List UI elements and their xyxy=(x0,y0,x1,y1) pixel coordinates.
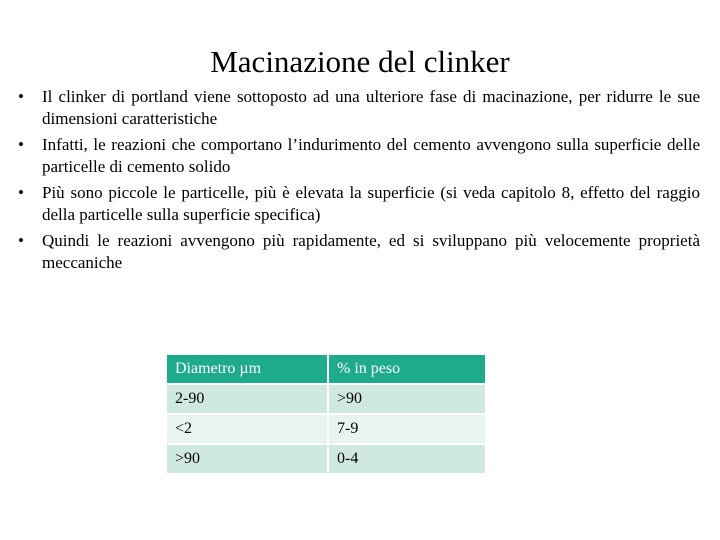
bullet-item xyxy=(18,230,700,274)
bullet-text: Quindi le reazioni avvengono più rapidamente, ed si sviluppano più velocemente proprietà meccaniche xyxy=(42,231,700,272)
table-row xyxy=(167,415,487,445)
table-header-diameter: Diametro µm xyxy=(167,355,329,385)
table-row xyxy=(167,385,487,415)
bullet-text: Il clinker di portland viene sottoposto ad una ulteriore fase di macinazione, per ridurre le sue dimensioni caratteristiche xyxy=(42,87,700,128)
table-cell: >90 xyxy=(167,445,329,475)
table-header-weight: % in peso xyxy=(329,355,487,385)
bullet-text: Più sono piccole le particelle, più è elevata la superficie (si veda capitolo 8, effetto del raggio della particelle sulla superficie specifica) xyxy=(42,183,700,224)
bullet-text: Infatti, le reazioni che comportano l’indurimento del cemento avvengono sulla superficie delle particelle di cemento solido xyxy=(42,135,700,176)
bullet-item xyxy=(18,86,700,130)
table-cell: 2-90 xyxy=(167,385,329,415)
slide-title: Macinazione del clinker xyxy=(210,44,510,79)
bullet-dot-icon: • xyxy=(18,135,24,154)
table-cell: 0-4 xyxy=(329,445,487,475)
bullet-dot-icon: • xyxy=(18,183,24,202)
table-row xyxy=(167,445,487,475)
bullet-item xyxy=(18,134,700,178)
table-cell: >90 xyxy=(329,385,487,415)
table-cell: 7-9 xyxy=(329,415,487,445)
bullet-dot-icon: • xyxy=(18,87,24,106)
table-cell: <2 xyxy=(167,415,329,445)
bullet-dot-icon: • xyxy=(18,231,24,250)
table-header-row xyxy=(167,355,487,385)
bullet-item xyxy=(18,182,700,226)
particle-size-table xyxy=(167,355,487,475)
bullet-list xyxy=(18,86,700,278)
